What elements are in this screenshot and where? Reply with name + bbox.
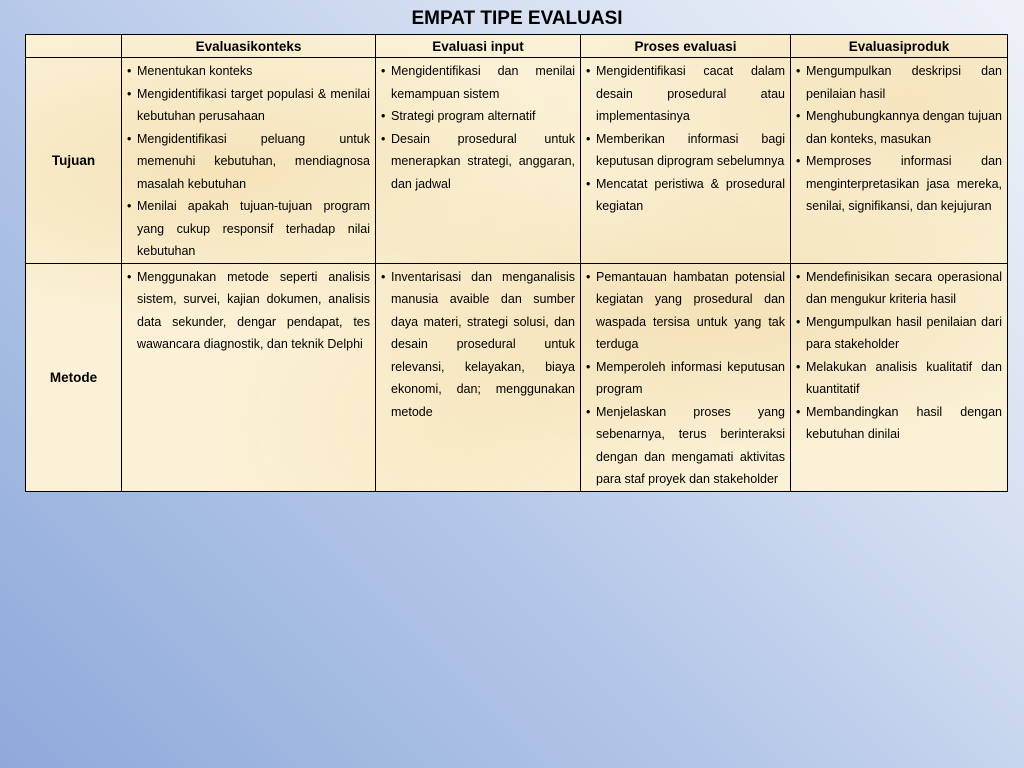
evaluation-table — [25, 34, 1008, 492]
column-header-proses-evaluasi: Proses evaluasi — [581, 35, 791, 58]
bullet-item: • Mengidentifikasi cacat dalam desain prosedural atau implementasinya — [585, 60, 785, 128]
table-header-row — [26, 35, 1008, 58]
bullet-item: • Strategi program alternatif — [380, 105, 575, 128]
table-row-metode — [26, 263, 1008, 491]
bullet-item: • Menilai apakah tujuan-tujuan program yang cukup responsif terhadap nilai kebutuhan — [126, 195, 370, 263]
bullet-list — [585, 266, 785, 491]
bullet-item: • Pemantauan hambatan potensial kegiatan yang prosedural dan waspada tersisa untuk yang tak terduga — [585, 266, 785, 356]
bullet-item: • Mengidentifikasi peluang untuk memenuhi kebutuhan, mendiagnosa masalah kebutuhan — [126, 128, 370, 196]
bullet-item: • Menggunakan metode seperti analisis sistem, survei, kajian dokumen, analisis data sekunder, dengar pendapat, tes wawancara diagnostik, dan teknik Delphi — [126, 266, 370, 356]
bullet-list — [380, 266, 575, 424]
bullet-item: • Memberikan informasi bagi keputusan diprogram sebelumnya — [585, 128, 785, 173]
bullet-item: • Memperoleh informasi keputusan program — [585, 356, 785, 401]
bullet-item: • Mengumpulkan deskripsi dan penilaian hasil — [795, 60, 1002, 105]
column-header-evaluasi-input: Evaluasi input — [376, 35, 581, 58]
row-label-tujuan: Tujuan — [26, 58, 122, 264]
column-header-evaluasi-produk: Evaluasiproduk — [791, 35, 1008, 58]
bullet-item: • Mengidentifikasi target populasi & menilai kebutuhan perusahaan — [126, 83, 370, 128]
bullet-item: • Menjelaskan proses yang sebenarnya, terus berinteraksi dengan dan mengamati aktivitas para staf proyek dan stakeholder — [585, 401, 785, 491]
bullet-list — [795, 60, 1002, 218]
cell-tujuan-proses — [581, 58, 791, 264]
column-header-evaluasi-konteks: Evaluasikonteks — [122, 35, 376, 58]
bullet-item: • Membandingkan hasil dengan kebutuhan dinilai — [795, 401, 1002, 446]
bullet-item: • Mendefinisikan secara operasional dan mengukur kriteria hasil — [795, 266, 1002, 311]
table-row-tujuan — [26, 58, 1008, 264]
bullet-item: • Menentukan konteks — [126, 60, 370, 83]
bullet-list — [126, 60, 370, 263]
bullet-item: • Menghubungkannya dengan tujuan dan konteks, masukan — [795, 105, 1002, 150]
bullet-list — [380, 60, 575, 195]
bullet-item: • Memproses informasi dan menginterpretasikan jasa mereka, senilai, signifikansi, dan kejujuran — [795, 150, 1002, 218]
row-label-metode: Metode — [26, 263, 122, 491]
cell-metode-proses — [581, 263, 791, 491]
cell-tujuan-input — [376, 58, 581, 264]
bullet-list — [585, 60, 785, 218]
bullet-item: • Mengidentifikasi dan menilai kemampuan sistem — [380, 60, 575, 105]
cell-metode-produk — [791, 263, 1008, 491]
cell-metode-konteks — [122, 263, 376, 491]
bullet-item: • Melakukan analisis kualitatif dan kuantitatif — [795, 356, 1002, 401]
bullet-item: • Desain prosedural untuk menerapkan strategi, anggaran, dan jadwal — [380, 128, 575, 196]
bullet-item: • Mengumpulkan hasil penilaian dari para stakeholder — [795, 311, 1002, 356]
page-title: EMPAT TIPE EVALUASI — [411, 8, 623, 29]
bullet-list — [795, 266, 1002, 446]
bullet-item: • Inventarisasi dan menganalisis manusia avaible dan sumber daya materi, strategi solusi, dan desain prosedural untuk relevansi, kelayakan, biaya ekonomi, dan; menggunakan metode — [380, 266, 575, 424]
header-corner — [26, 35, 122, 58]
bullet-item: • Mencatat peristiwa & prosedural kegiatan — [585, 173, 785, 218]
cell-tujuan-konteks — [122, 58, 376, 264]
cell-metode-input — [376, 263, 581, 491]
cell-tujuan-produk — [791, 58, 1008, 264]
bullet-list — [126, 266, 370, 356]
